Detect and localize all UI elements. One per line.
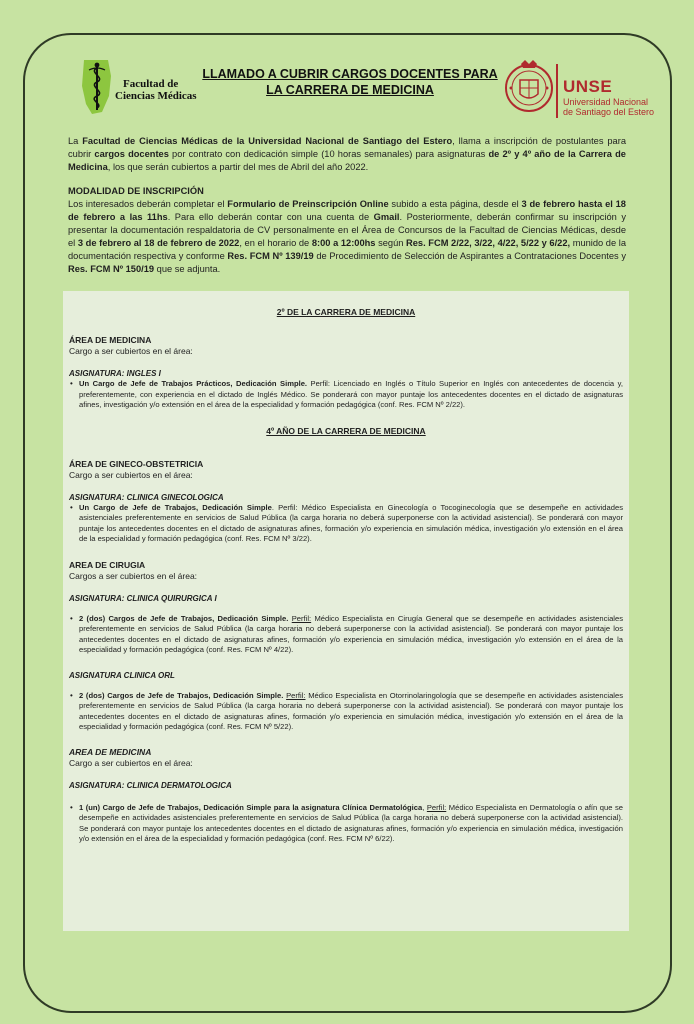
position-profile: Perfil: Licenciado en Inglés o Título Superior en Inglés con antecedentes de docencia y, preferentemente, con experiencia en el dictado de Inglés Médico. Se ponderará con mayor puntaje los antecedentes docentes en el dictado de asignaturas afines, investigación y/o extensión en el área de la especialidad y formación pedagógica (conf. Res. FCM Nº 2/22). — [79, 379, 623, 409]
title-line1: LLAMADO A CUBRIR CARGOS DOCENTES PARA — [202, 67, 498, 81]
date-range: 3 de febrero al 18 de febrero de 2022 — [77, 238, 240, 248]
position-profile: Médico Especialista en Cirugía General que se desempeñe en actividades asistenciales preferentemente en servicios de Salud Pública (la carga horaria no deberá superponerse con la actividad asistencial). Se ponderará con mayor puntaje los antecedentes docentes en el dictado de asignaturas afines, formación y/o experiencia en simulación médica, investigación y/o extensión en el área de la especialidad y formación pedagógica (conf. Res. FCM Nº 4/22). — [79, 613, 624, 654]
area-subtitle: Cargos a ser cubiertos en el área: — [69, 570, 198, 581]
fcm-logo — [78, 56, 198, 118]
position-item — [69, 803, 623, 845]
profile-label: Perfil: — [291, 613, 312, 623]
position-name: 2 (dos) Cargos de Jefe de Trabajos, Dedicación Simple. — [79, 613, 289, 623]
profile-label: Perfil: — [286, 690, 306, 700]
text: que se adjunta. — [154, 264, 221, 274]
position-name: Un Cargo de Jefe de Trabajos Prácticos, Dedicación Simple. — [79, 379, 308, 388]
modality-paragraph — [68, 198, 626, 276]
fcm-logo-line2: Ciencias Médicas — [115, 90, 197, 102]
area-subtitle: Cargo a ser cubiertos en el área: — [69, 757, 193, 768]
header — [0, 0, 694, 130]
text-bold: de 2º y 4º año de la Carrera de Medicina — [68, 149, 626, 172]
unse-sub-line2: de Santiago del Estero — [563, 107, 655, 117]
position-profile: . Perfil: Médico Especialista en Ginecología o Tocoginecología que se desempeñe en actividades asistenciales preferentemente en servicios de Salud Pública (la carga horaria no deberá superponerse con la actividad asistencial). Se ponderará con mayor puntaje los antecedentes docentes en el dictado de asignaturas afines, formación y/o experiencia en simulación médica, investigación y/o extensión en el área de la especialidad y formación pedagógica (conf. Res. FCM Nº 3/22). — [79, 502, 623, 543]
text: de Procedimiento de Selección de Aspirantes a Contrataciones Docentes y — [313, 251, 626, 261]
position-item — [69, 379, 623, 411]
area-title: ÁREA DE GINECO-OBSTETRICIA — [69, 458, 204, 469]
text: Los interesados deberán completar el — [68, 199, 228, 209]
unse-divider — [556, 64, 558, 118]
text: subido a esta página, desde el — [388, 199, 522, 209]
resolution-ref: Res. FCM 2/22, 3/22, 4/22, 5/22 y 6/22, — [406, 238, 571, 248]
position-name: 1 (un) Cargo de Jefe de Trabajos, Dedicación Simple para la asignatura Clínica Dermatológica — [79, 802, 423, 812]
position-name: 2 (dos) Cargos de Jefe de Trabajos, Dedicación Simple. — [79, 690, 284, 700]
subject-title: ASIGNATURA: INGLES I — [69, 369, 161, 378]
area-title: ÁREA DE MEDICINA — [69, 335, 152, 345]
intro-text — [68, 135, 626, 287]
unse-sub-line1: Universidad Nacional — [563, 97, 649, 107]
caduceus-map-icon — [78, 56, 116, 116]
text: , en el horario de — [239, 238, 312, 248]
text: , — [422, 802, 427, 812]
form-link-text: Formulario de Preinscripción Online — [227, 199, 389, 209]
text: . Posteriormente, deberán confirmar su inscripción y presentar la documentación respaldatoria de CV personalmente en el Área de Concursos de la Facultad de Ciencias Médicas, desde el — [68, 212, 626, 248]
text: por contrato con dedicación simple (10 horas semanales) para asignaturas — [168, 149, 489, 159]
text: , los que serán cubiertos a partir del mes de Abril del año 2022. — [107, 162, 369, 172]
profile-label: Perfil: — [426, 802, 447, 812]
text: munido de la documentación respectiva y conforme — [68, 238, 627, 261]
page-title — [200, 66, 500, 98]
position-name: Un Cargo de Jefe de Trabajos, Dedicación Simple — [79, 502, 272, 512]
unse-name: UNSE — [563, 77, 613, 96]
text: La — [68, 136, 83, 146]
area-subtitle: Cargo a ser cubiertos en el área: — [69, 346, 193, 356]
subject-title: ASIGNATURA: CLINICA DERMATOLOGICA — [69, 780, 232, 790]
unse-subtitle — [563, 97, 654, 117]
position-profile: Médico Especialista en Dermatología o afín que se desempeñe en actividades asistenciales preferentemente en servicios de Salud Pública (la carga horaria no deberá superponerse con la actividad asistencial). Se ponderará con mayor puntaje los antecedentes docentes en el dictado de asignaturas afines, formación y/o experiencia en simulación médica, investigación y/o extensión en el área de la especialidad y formación pedagógica (conf. Res. FCM Nº 6/22). — [79, 802, 623, 843]
position-item — [69, 691, 623, 733]
schedule: 8:00 a 12:00hs — [311, 238, 376, 248]
title-line2: LA CARRERA DE MEDICINA — [266, 83, 434, 97]
resolution-ref: Res. FCM Nº 150/19 — [68, 264, 155, 274]
date-range: 3 de febrero hasta el 18 de febrero a las 11hs — [68, 199, 626, 222]
unse-logo — [503, 58, 653, 124]
area-title: AREA DE MEDICINA — [69, 746, 152, 757]
subject-title: ASIGNATURA: CLINICA QUIRURGICA I — [69, 593, 217, 603]
position-item — [69, 503, 623, 545]
faculty-name: Facultad de Ciencias Médicas de la Universidad Nacional de Santiago del Estero — [82, 136, 453, 146]
position-item — [69, 614, 623, 656]
text-bold: Gmail — [373, 212, 400, 222]
text-bold: cargos docentes — [94, 149, 169, 159]
text: según — [375, 238, 407, 248]
section-heading-4th-year: 4º AÑO DE LA CARRERA DE MEDICINA — [266, 425, 426, 436]
resolution-ref: Res. FCM Nº 139/19 — [227, 251, 314, 261]
area-title: AREA DE CIRUGIA — [69, 559, 146, 570]
area-subtitle: Cargo a ser cubiertos en el área: — [69, 469, 193, 480]
text: , llama a inscripción de postulantes para cubrir — [68, 136, 626, 159]
subject-title: ASIGNATURA: CLINICA GINECOLOGICA — [69, 492, 224, 502]
subject-title: ASIGNATURA CLINICA ORL — [69, 670, 175, 680]
fcm-logo-text — [115, 78, 197, 102]
text: . Para ello deberán contar con una cuenta de — [167, 212, 374, 222]
positions-content — [69, 307, 623, 845]
fcm-logo-line1: Facultad de — [123, 78, 179, 90]
intro-paragraph — [68, 135, 626, 174]
position-profile: Médico Especialista en Otorrinolaringología que se desempeñe en actividades asistenciales preferentemente en servicios de Salud Pública (la carga horaria no deberá superponerse con la actividad asistencial). Se ponderará con mayor puntaje los antecedentes docentes en el dictado de asignaturas afines, formación y/o experiencia en simulación médica, investigación y/o extensión en el área de la especialidad y formación pedagógica (conf. Res. FCM Nº 5/22). — [79, 690, 623, 731]
modality-heading: MODALIDAD DE INSCRIPCIÓN — [68, 186, 204, 196]
positions-panel — [63, 291, 629, 931]
section-heading-2nd-year: 2º DE LA CARRERA DE MEDICINA — [276, 307, 416, 317]
unse-seal-icon — [503, 58, 555, 116]
